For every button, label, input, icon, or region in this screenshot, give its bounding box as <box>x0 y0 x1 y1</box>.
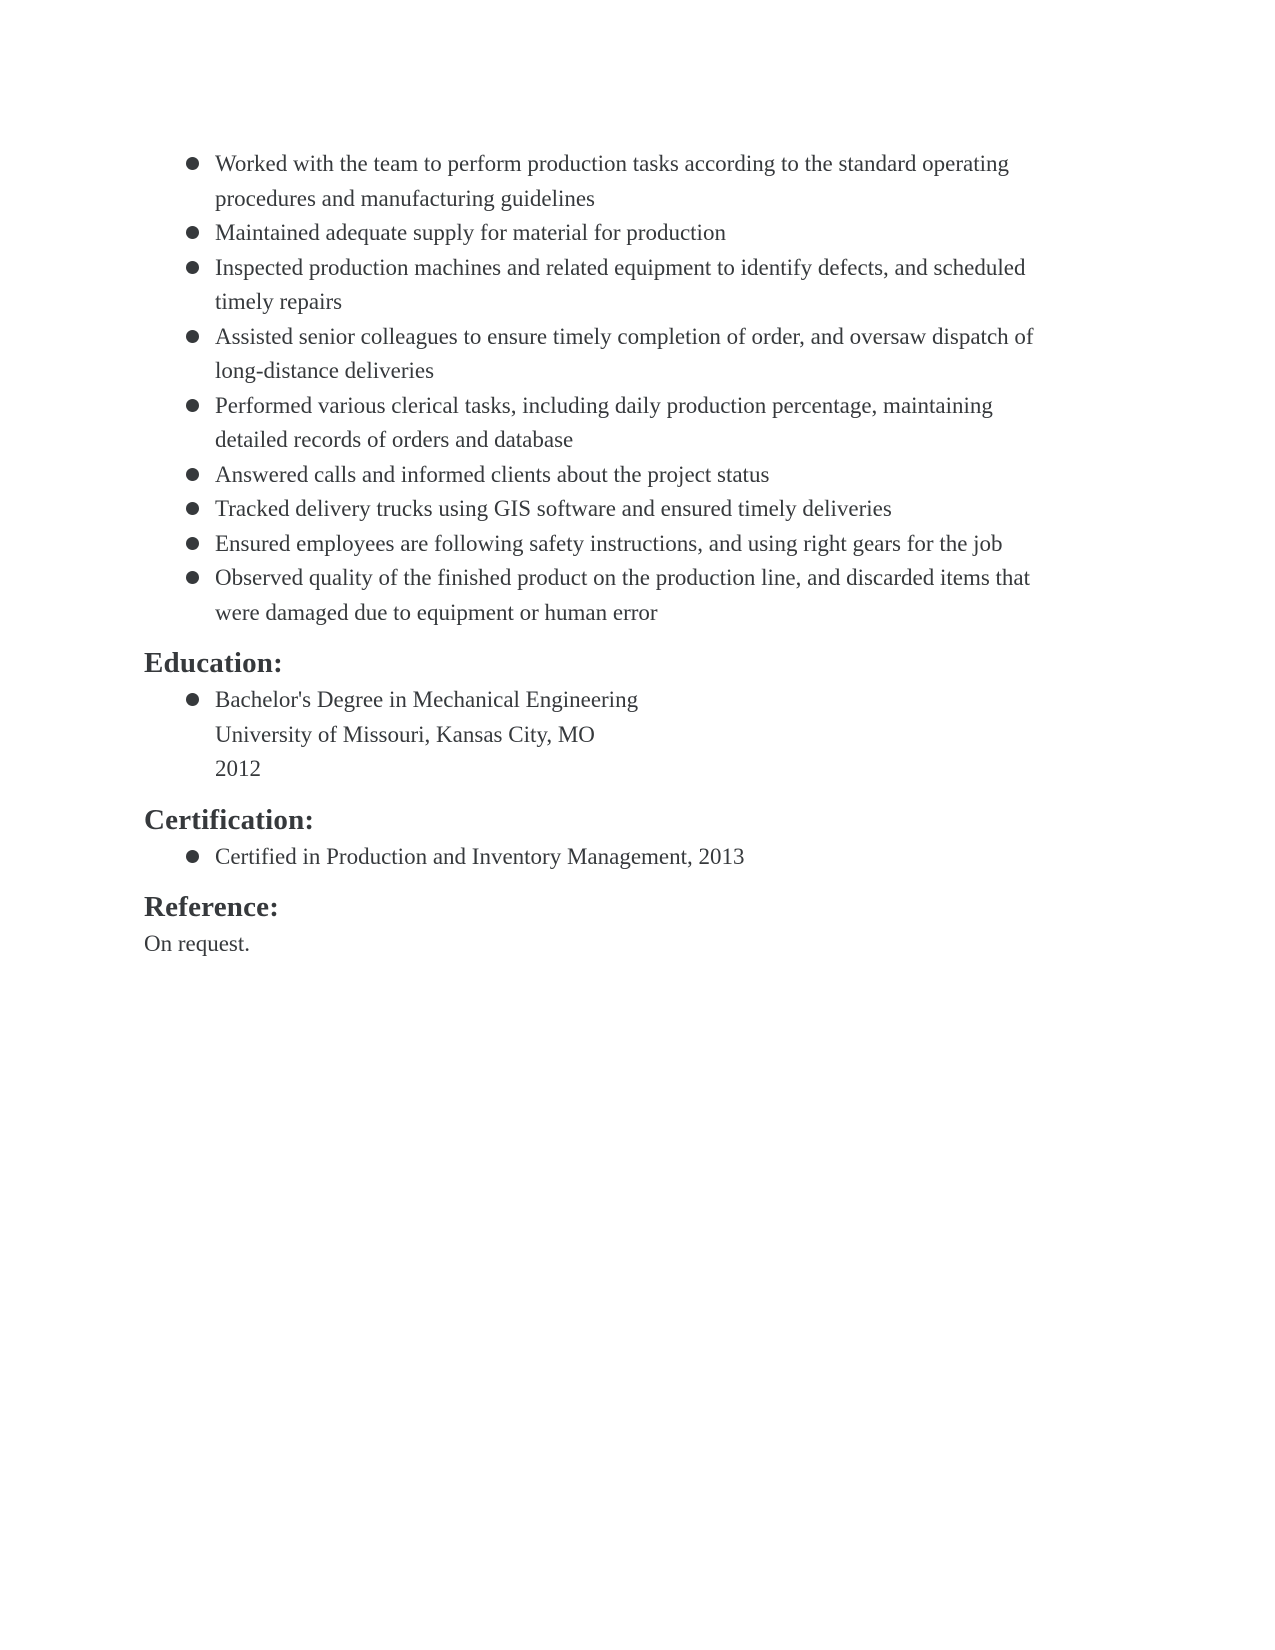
education-year: 2012 <box>215 756 261 781</box>
reference-text: On request. <box>144 931 251 956</box>
education-list <box>144 683 1125 787</box>
duty-item: Maintained adequate supply for material for production <box>144 216 1055 251</box>
reference-heading: Reference: <box>144 891 280 923</box>
duty-item: Tracked delivery trucks using GIS software and ensured timely deliveries <box>144 492 1055 527</box>
education-heading: Education: <box>144 647 283 679</box>
duties-list <box>144 147 1125 630</box>
certification-item: Certified in Production and Inventory Management, 2013 <box>144 840 1055 875</box>
certification-heading: Certification: <box>144 803 315 836</box>
duty-item: Performed various clerical tasks, including daily production percentage, maintaining detailed records of orders and database <box>144 389 1055 458</box>
duty-item: Ensured employees are following safety instructions, and using right gears for the job <box>144 527 1055 562</box>
education-degree: Bachelor's Degree in Mechanical Engineering <box>215 687 639 712</box>
duty-item: Assisted senior colleagues to ensure timely completion of order, and oversaw dispatch of long-distance deliveries <box>144 320 1055 389</box>
education-school: University of Missouri, Kansas City, MO <box>215 721 595 747</box>
duty-item: Observed quality of the finished product on the production line, and discarded items that were damaged due to equipment or human error <box>144 561 1055 630</box>
duty-item: Answered calls and informed clients about the project status <box>144 458 1055 493</box>
duty-item: Inspected production machines and related equipment to identify defects, and scheduled timely repairs <box>144 251 1055 320</box>
education-item <box>144 683 1055 787</box>
certification-list <box>144 840 1125 875</box>
duty-item: Worked with the team to perform production tasks according to the standard operating procedures and manufacturing guidelines <box>144 147 1055 216</box>
